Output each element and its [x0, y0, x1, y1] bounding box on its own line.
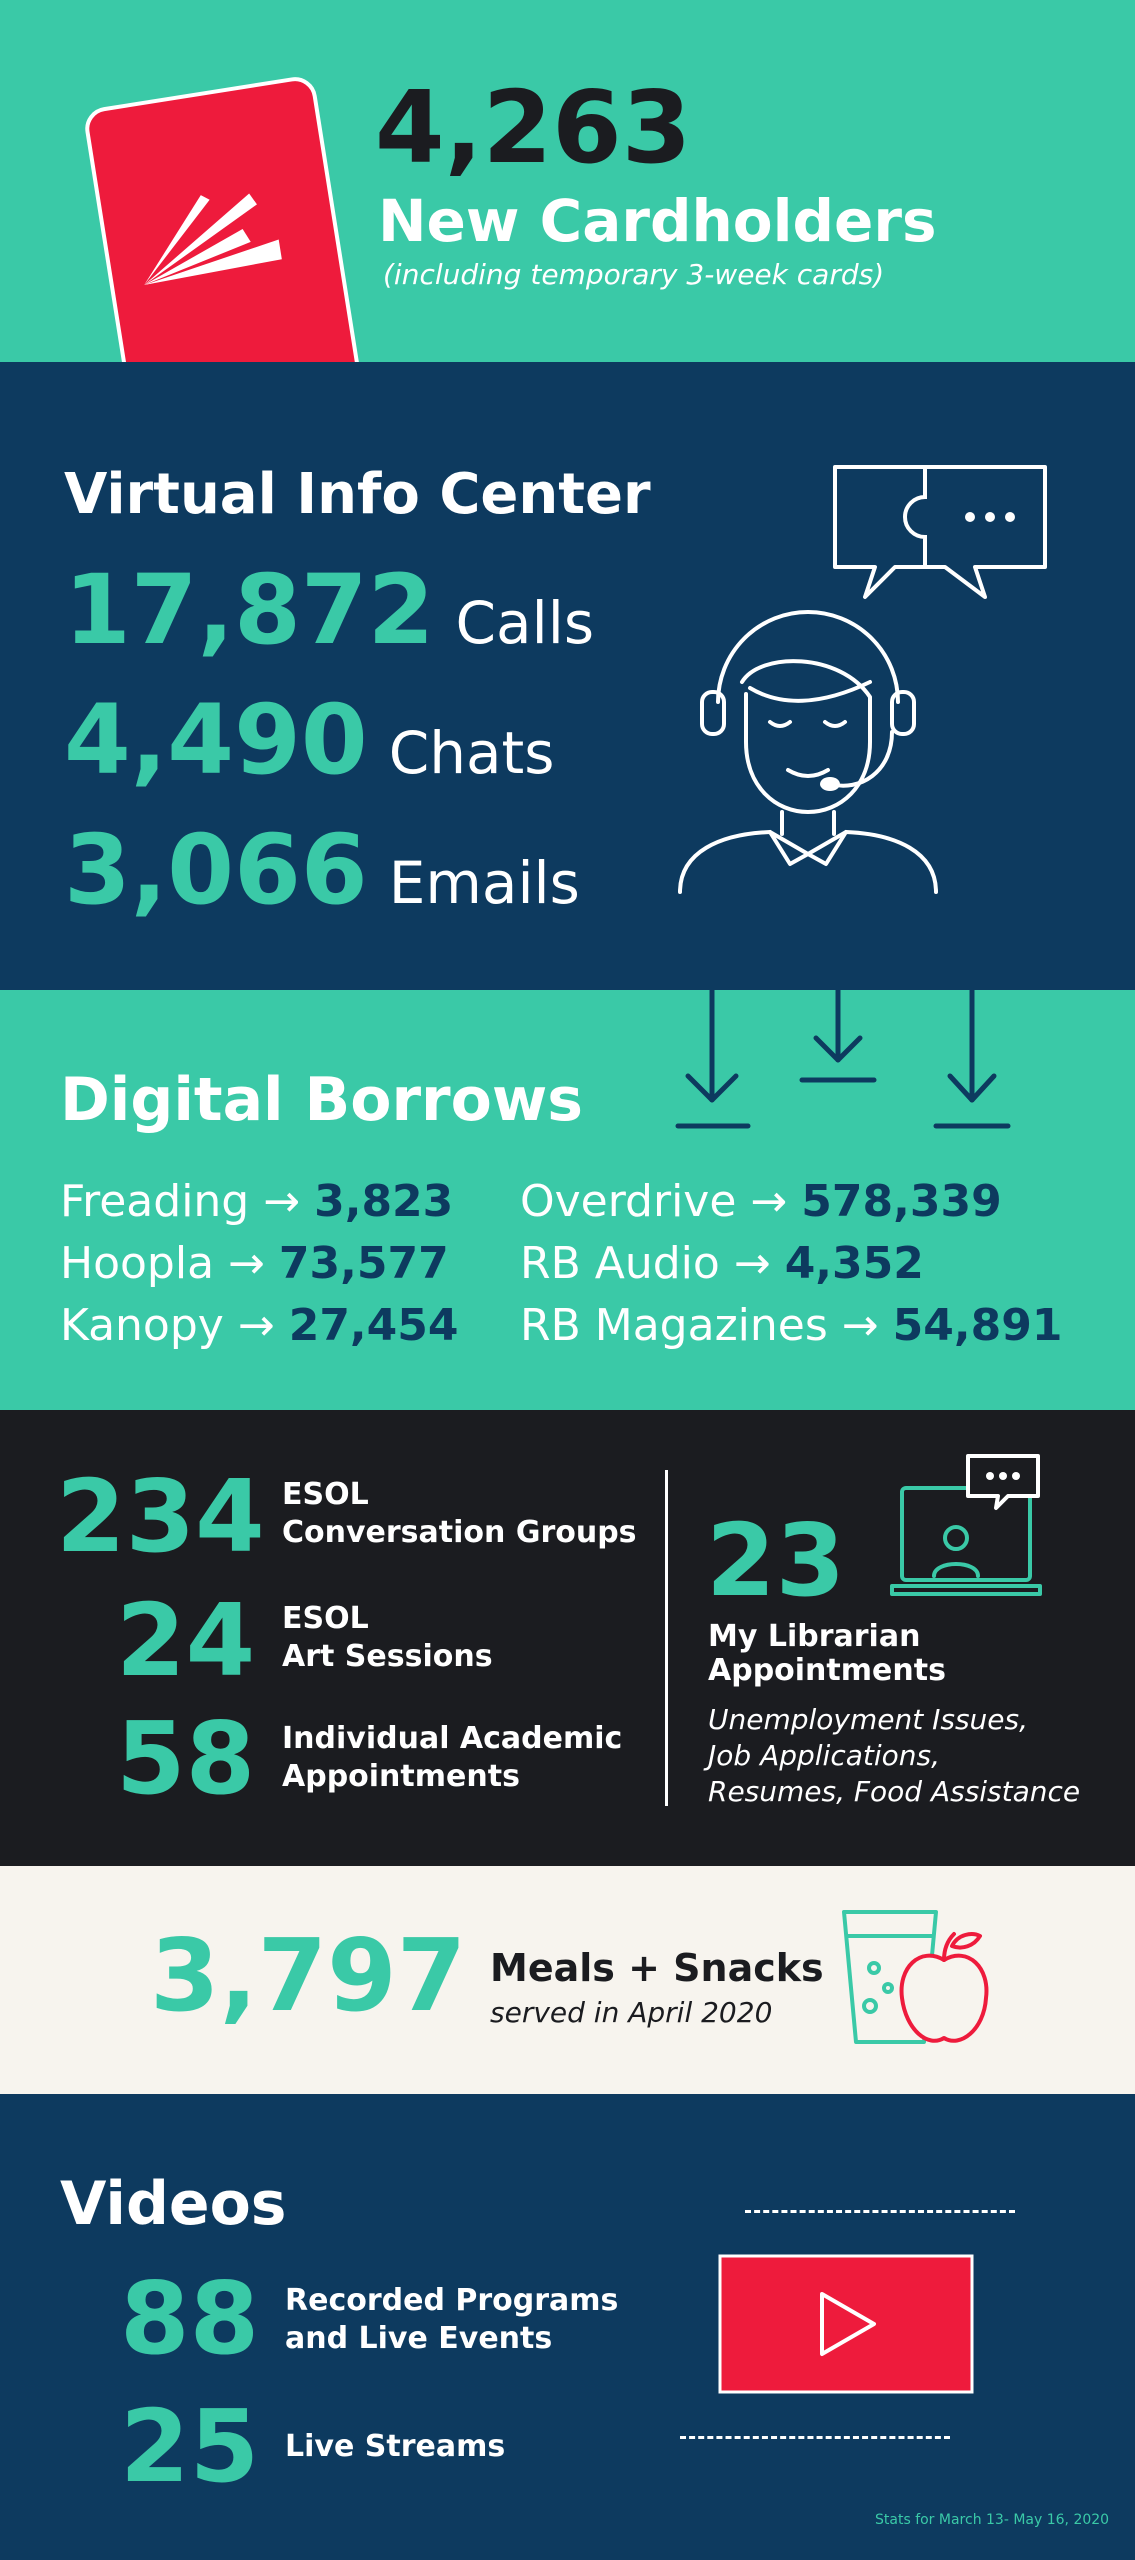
stat-row-calls — [64, 554, 594, 666]
cardholders-number: 4,263 — [375, 69, 692, 186]
cardholders-section — [0, 0, 1135, 362]
arrow-icon: → — [237, 1300, 275, 1351]
borrow-item-freading: Freading → 3,823 — [60, 1176, 454, 1227]
dashed-line-bottom — [680, 2436, 950, 2439]
chats-number: 4,490 — [64, 684, 368, 796]
dashed-line-top — [745, 2210, 1015, 2213]
cardholders-note: (including temporary 3-week cards) — [383, 258, 885, 291]
arrow-icon: → — [750, 1176, 788, 1227]
live-streams-number: 25 — [120, 2388, 260, 2505]
play-button-icon[interactable] — [718, 2254, 974, 2394]
emails-number: 3,066 — [64, 814, 368, 926]
digital-borrows-title: Digital Borrows — [60, 1065, 584, 1135]
section-divider — [665, 1470, 668, 1806]
borrow-item-kanopy: Kanopy → 27,454 — [60, 1300, 459, 1351]
librarian-number: 23 — [706, 1502, 846, 1619]
borrow-item-rb-audio: RB Audio → 4,352 — [520, 1238, 924, 1289]
calls-number: 17,872 — [64, 554, 435, 666]
video-chat-laptop-icon — [890, 1452, 1050, 1612]
digital-borrows-section — [0, 990, 1135, 1410]
download-arrow-icon — [670, 990, 1020, 1130]
virtual-info-section — [0, 362, 1135, 990]
borrow-item-overdrive: Overdrive → 578,339 — [520, 1176, 1002, 1227]
borrow-item-hoopla: Hoopla → 73,577 — [60, 1238, 449, 1289]
videos-section — [0, 2094, 1135, 2560]
arrow-icon: → — [733, 1238, 771, 1289]
videos-title: Videos — [60, 2169, 287, 2239]
esol-conversation-label: ESOL Conversation Groups — [282, 1477, 637, 1550]
recorded-label: Recorded Programs and Live Events — [285, 2283, 619, 2356]
librarian-label: My Librarian Appointments — [708, 1619, 946, 1688]
arrow-icon: → — [841, 1300, 879, 1351]
arrow-icon: → — [228, 1238, 265, 1289]
emails-label: Emails — [388, 849, 580, 917]
library-card-icon — [80, 72, 370, 362]
academic-label: Individual Academic Appointments — [282, 1721, 623, 1794]
stats-footnote: Stats for March 13- May 16, 2020 — [875, 2512, 1110, 2528]
meals-section — [0, 1866, 1135, 2094]
esol-art-number: 24 — [116, 1582, 256, 1699]
librarian-note: Unemployment Issues, Job Applications, Resumes, Food Assistance — [708, 1703, 1081, 1808]
borrow-item-rb-magazines: RB Magazines → 54,891 — [520, 1300, 1063, 1351]
recorded-number: 88 — [120, 2260, 260, 2377]
live-streams-label: Live Streams — [285, 2429, 506, 2464]
meals-number: 3,797 — [150, 1917, 467, 2034]
chats-label: Chats — [388, 719, 555, 787]
meals-label: Meals + Snacks — [490, 1946, 824, 1990]
esol-art-label: ESOL Art Sessions — [282, 1601, 493, 1674]
cardholders-label: New Cardholders — [378, 187, 937, 255]
headset-agent-icon — [670, 602, 950, 902]
meals-note: served in April 2020 — [490, 1996, 773, 2029]
academic-number: 58 — [116, 1700, 256, 1817]
calls-label: Calls — [455, 589, 595, 657]
chat-bubble-icon — [825, 457, 1055, 607]
esol-section — [0, 1410, 1135, 1866]
virtual-info-title: Virtual Info Center — [64, 462, 651, 527]
stat-row-emails — [64, 814, 580, 926]
esol-conversation-number: 234 — [56, 1458, 265, 1575]
drink-apple-icon — [840, 1906, 1000, 2056]
arrow-icon: → — [263, 1176, 301, 1227]
stat-row-chats — [64, 684, 555, 796]
